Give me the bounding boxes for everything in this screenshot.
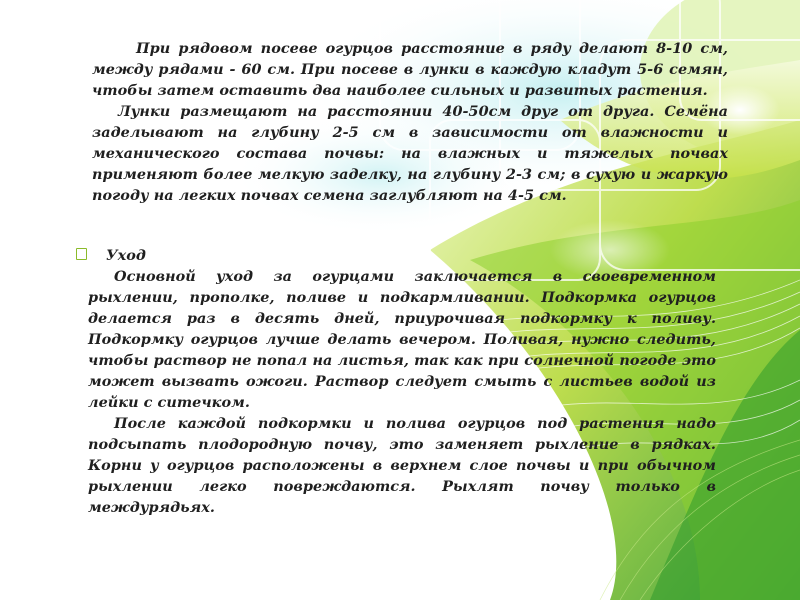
paragraph: При рядовом посеве огурцов расстояние в ряду делают 8-10 см, между рядами - 60 см. При посеве в лунки в каждую кладут 5-6 семян, чтобы затем оставить два наиболее сильных и развитых растения. (92, 40, 728, 99)
text-block-sowing (92, 38, 728, 206)
section-heading: Уход (106, 247, 146, 264)
checkbox-bullet-icon (76, 248, 87, 260)
text-block-care (88, 266, 716, 518)
paragraph: Лунки размещают на расстоянии 40-50см друг от друга. Семёна заделывают на глубину 2-5 см в зависимости от влажности и механического состава почвы: на влажных и тяжелых почвах применяют более мелкую заделку, на глубину 2-3 см; в сухую и жаркую погоду на легких почвах семена заглубляют на 4-5 см. (92, 103, 728, 204)
bullet-item-care (76, 245, 716, 266)
paragraph: После каждой подкормки и полива огурцов под растения надо подсыпать плодородную почву, это заменяет рыхление в рядках. Корни у огурцов расположены в верхнем слое почвы и при обычном рыхлении легко повреждаются. Рыхлят почву только в междурядьях. (88, 415, 716, 516)
paragraph: Основной уход за огурцами заключается в своевременном рыхлении, прополке, поливе и подкармливании. Подкормка огурцов делается раз в десять дней, приурочивая подкормку к поливу. Подкормку огурцов лучше делать вечером. Поливая, нужно следить, чтобы раствор не попал на листья, так как при солнечной погоде это может вызвать ожоги. Раствор следует смыть с листьев водой из лейки с ситечком. (88, 268, 716, 411)
